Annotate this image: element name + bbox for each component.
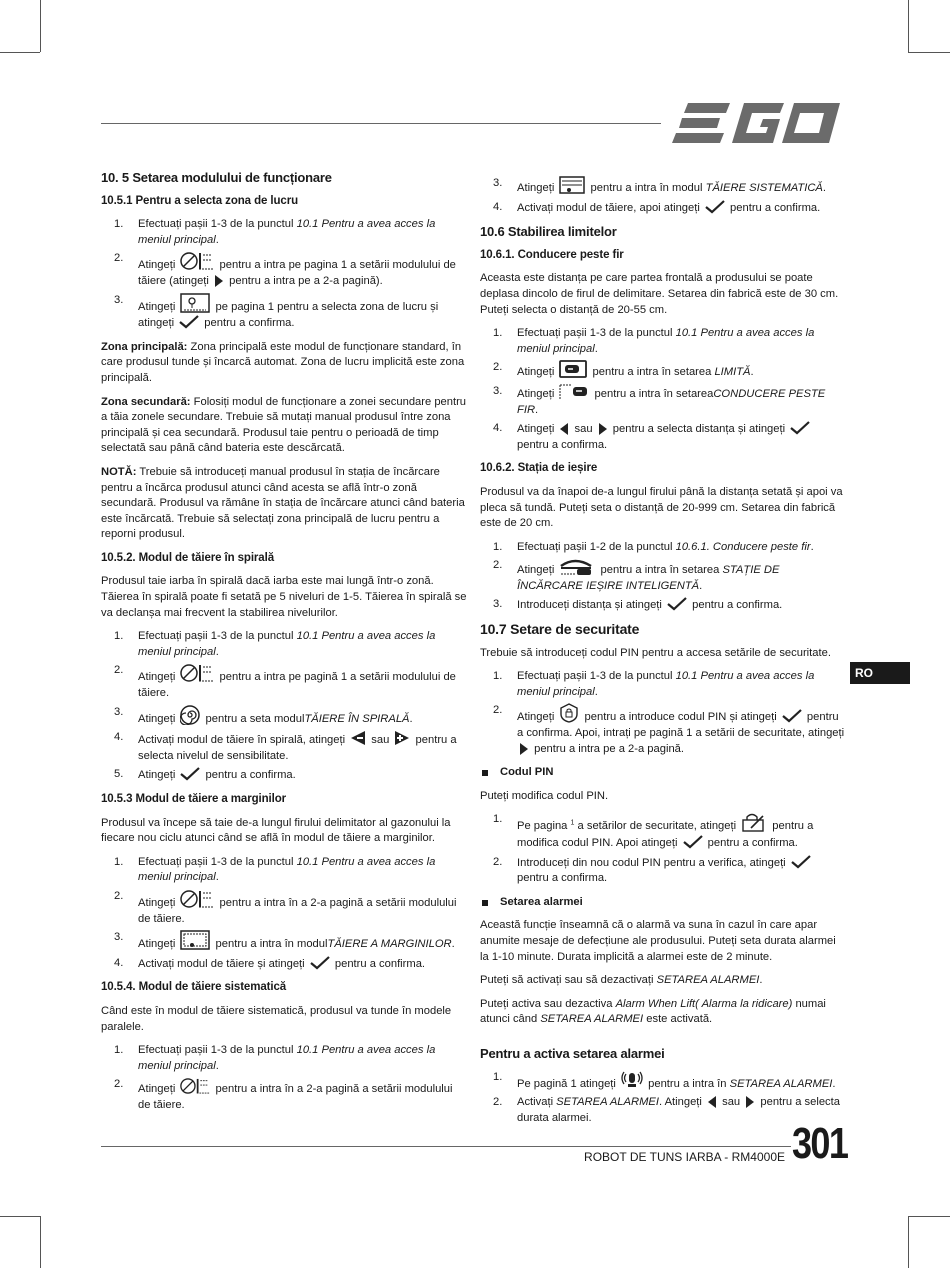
work-zone-icon	[180, 293, 210, 313]
edit-pin-icon	[741, 812, 767, 832]
subsection-title: 10.5.3 Modul de tăiere a marginilor	[101, 793, 287, 805]
step-list	[101, 217, 467, 332]
edge-cutting-icon	[180, 930, 210, 950]
list-item: 1. Efectuați pașii 1-3 de la punctul 10.1 Pentru a avea acces la meniul principal.	[114, 855, 436, 884]
paragraph: Puteți activa sau dezactiva Alarm When Lift( Alarma la ridicare) numai atunci când SETAREA ALARMEI este activată.	[480, 997, 826, 1026]
section-title: Pentru a activa setarea alarmei	[480, 1045, 665, 1061]
alarm-icon	[621, 1070, 643, 1090]
check-icon	[180, 767, 200, 781]
section-title: 10.6 Stabilirea limitelor	[480, 224, 617, 240]
step-list	[480, 669, 846, 757]
arrow-right-icon	[598, 423, 608, 435]
check-icon	[683, 835, 703, 849]
check-icon	[179, 315, 199, 329]
arrow-right-icon	[214, 275, 224, 287]
paragraph: Zona principală: Zona principală este modul de funcționare standard, în care produsul tunde și încarcă automat. Zona de lucru implicită este zona principală.	[101, 340, 465, 384]
step-list	[101, 629, 467, 784]
list-item: 2. Atingeți pentru a intra în setarea LIMITĂ.	[493, 361, 754, 379]
list-item: 4. Atingeți sau pentru a selecta distanța și atingeți pentru a confirma.	[480, 421, 846, 453]
step-list	[101, 855, 467, 973]
list-item: 2. Atingeți pentru a introduce codul PIN și atingeți pentru a confirma. Apoi, intrați pe pagină 1 a setării de securitate, atingeți pentru a intra pe a 2-a pagină.	[493, 704, 845, 755]
step-list	[480, 540, 846, 614]
list-item: 3. Atingeți pe pagina 1 pentru a selecta zona de lucru și atingeți pentru a confirma.	[114, 293, 439, 330]
crop-mark	[908, 0, 909, 52]
step-list	[480, 1070, 846, 1127]
list-item: 1. Efectuați pașii 1-3 de la punctul 10.1 Pentru a avea acces la meniul principal.	[114, 218, 436, 246]
section-title: 10. 5 Setarea modulului de funcționare	[101, 170, 332, 185]
list-item: 2. Atingeți pentru a intra pe pagina 1 a setării modulului de tăiere (atingeți pentru a intra pe a 2-a pagină).	[114, 252, 456, 287]
subsection-title: 10.5.1 Pentru a selecta zona de lucru	[101, 194, 298, 207]
right-column	[480, 176, 846, 1134]
check-icon	[790, 421, 810, 435]
list-item: 1. Pe pagina $^1$ a setărilor de securitate, atingeți pentru a modifica codul PIN. Apoi atingeți pentru a confirma.	[493, 813, 814, 849]
mowing-mode-icon	[180, 251, 214, 271]
check-icon	[667, 597, 687, 611]
list-item: 2. Atingeți pentru a intra pe pagină 1 a setării modulului de tăiere.	[114, 664, 456, 700]
list-item: 3. Atingeți pentru a intra în setareaCONDUCERE PESTE FIR.	[493, 384, 826, 416]
paragraph: Această funcție înseamnă că o alarmă va suna în cazul în care apar anumite mesaje de defecțiune ale produsului. Puteți seta durata alarmei la 1-10 minute. Durata implicită a alarmei este de 2 minute.	[480, 919, 836, 963]
list-item: 1. Efectuați pașii 1-3 de la punctul 10.1 Pentru a avea acces la meniul principal.	[114, 630, 436, 658]
check-icon	[782, 709, 802, 723]
arrow-right-icon	[745, 1096, 755, 1108]
bullet-heading: Setarea alarmei	[480, 895, 846, 911]
crop-mark	[908, 1216, 950, 1217]
crop-mark	[908, 1216, 909, 1268]
security-shield-icon	[559, 703, 579, 723]
mowing-mode-icon	[180, 1077, 210, 1095]
list-item: 2. Activați SETAREA ALARMEI. Atingeți sau pentru a selecta durata alarmei.	[493, 1096, 840, 1124]
step-list	[480, 812, 846, 886]
paragraph: Când este în modul de tăiere sistematică, produsul va tunde în modele paralele.	[101, 1004, 452, 1033]
paragraph: Puteți să activați sau să dezactivați SETAREA ALARMEI.	[480, 974, 763, 987]
minus-arrow-icon	[350, 730, 366, 746]
check-icon	[705, 200, 725, 214]
charging-station-exit-icon	[559, 558, 595, 576]
list-item: 2. Atingeți pentru a intra în a 2-a pagină a setării modulului de tăiere.	[114, 889, 457, 925]
paragraph: Produsul va începe să taie de-a lungul firului delimitator al gazonului la fiecare nou ciclu atunci când se află în modul de tăiere a marginilor.	[101, 816, 451, 845]
plus-arrow-icon	[394, 730, 410, 746]
subsection-title: 10.6.1. Conducere peste fir	[480, 248, 624, 261]
spiral-icon	[180, 705, 200, 725]
list-item: 1. Efectuați pașii 1-3 de la punctul 10.1 Pentru a avea acces la meniul principal.	[493, 670, 815, 698]
list-item: 3. Atingeți pentru a intra în modul TĂIERE SISTEMATICĂ.	[493, 177, 826, 194]
list-item: 1. Efectuați pașii 1-3 de la punctul 10.1 Pentru a avea acces la meniul principal.	[114, 1044, 436, 1072]
page-number: 301	[792, 1119, 848, 1168]
list-item: 1. Pe pagină 1 atingeți pentru a intra în SETAREA ALARMEI.	[493, 1070, 836, 1090]
step-list	[480, 176, 846, 216]
mowing-mode-icon	[180, 889, 214, 909]
crop-mark	[40, 0, 41, 52]
check-icon	[791, 855, 811, 869]
list-item: 1. Efectuați pașii 1-3 de la punctul 10.1 Pentru a avea acces la meniul principal.	[493, 327, 815, 355]
list-item: 2. Introduceți din nou codul PIN pentru a verifica, atingeți pentru a confirma.	[480, 855, 846, 887]
systematic-cutting-icon	[559, 176, 585, 194]
section-title: 10.7 Setare de securitate	[480, 621, 640, 638]
list-item: 1. Efectuați pașii 1-2 de la punctul 10.6.1. Conducere peste fir.	[493, 540, 814, 553]
header-rule	[101, 123, 661, 124]
crop-mark	[0, 1216, 40, 1217]
ego-logo	[672, 101, 844, 145]
paragraph: Trebuie să introduceți codul PIN pentru a accesa setările de securitate.	[480, 646, 831, 659]
list-item: 3. Introduceți distanța și atingeți pentru a confirma.	[493, 598, 783, 612]
list-item: 3. Atingeți pentru a intra în modulTĂIERE A MARGINILOR.	[114, 931, 455, 951]
limit-icon	[559, 360, 587, 378]
step-list	[101, 1043, 467, 1113]
subsection-title: 10.5.2. Modul de tăiere în spirală	[101, 551, 274, 564]
list-item: 5. Atingeți pentru a confirma.	[114, 768, 296, 782]
crop-mark	[908, 52, 950, 53]
arrow-left-icon	[707, 1096, 717, 1108]
paragraph: Puteți modifica codul PIN.	[480, 789, 609, 802]
paragraph: Produsul taie iarba în spirală dacă iarba este mai lungă într-o zonă. Tăierea în spirală poate fi setată pe 5 niveluri de 1-5. Tăierea în spirală se va declanșa mai frecvent la stabilirea nivelurilor.	[101, 575, 467, 619]
left-column	[101, 170, 467, 1122]
bullet-heading: Codul PIN	[480, 765, 846, 781]
arrow-left-icon	[559, 423, 569, 435]
crop-mark	[40, 1216, 41, 1268]
footer-rule	[101, 1146, 791, 1147]
list-item: 4. Activați modul de tăiere și atingeți pentru a confirma.	[114, 956, 426, 970]
list-item: 2. Atingeți pentru a intra în setarea STAȚIE DE ÎNCĂRCARE IEȘIRE INTELIGENTĂ.	[493, 559, 780, 592]
arrow-right-icon	[519, 743, 529, 755]
paragraph: Zona secundară: Folosiți modul de funcționare a zonei secundare pentru a tăia zonele secundare. Trebuie să mutați manual produsul între zona principală și cea secundară. Produsul taie pentru o perioadă de timp selectată sau până când bateria este descărcată.	[101, 395, 467, 455]
list-item: 4. Activați modul de tăiere în spirală, atingeți sau pentru a selecta nivelul de sensibilitate.	[114, 731, 457, 762]
paragraph: Produsul va da înapoi de-a lungul firului până la distanța setată și apoi va pleca să tundă. Puteți seta o distanță de 20-999 cm. Setarea din fabrică este de 20 cm.	[480, 485, 843, 530]
list-item: 4. Activați modul de tăiere, apoi atingeți pentru a confirma.	[493, 200, 821, 214]
subsection-title: 10.6.2. Stația de ieșire	[480, 462, 598, 475]
note-paragraph: NOTĂ: Trebuie să introduceți manual produsul în stația de încărcare pentru a încărca produsul atunci când acesta se află într-o zonă secundară. Produsul va rămâne în stația de încărcare atunci când bateria este încărcată. Trebuie să selectați zona principală de lucru pentru a reporni produsul.	[101, 465, 465, 541]
list-item: 3. Atingeți pentru a seta modulTĂIERE ÎN SPIRALĂ.	[114, 705, 413, 725]
language-tab: RO	[850, 662, 910, 684]
crop-mark	[0, 52, 40, 53]
step-list	[480, 326, 846, 453]
mowing-mode-icon	[180, 663, 214, 683]
check-icon	[310, 956, 330, 970]
paragraph: Aceasta este distanța pe care partea frontală a produsului se poate deplasa dincolo de firul de delimitare. Setarea din fabrică este de 30 cm. Puteți selecta o distanță de 20-55 cm.	[480, 272, 839, 316]
list-item: 2. Atingeți pentru a intra în a 2-a pagină a setării modulului de tăiere.	[114, 1078, 453, 1111]
subsection-title: 10.5.4. Modul de tăiere sistematică	[101, 981, 287, 994]
footer-title: ROBOT DE TUNS IARBA - RM4000E	[584, 1150, 785, 1164]
drive-past-wire-icon	[559, 384, 589, 400]
